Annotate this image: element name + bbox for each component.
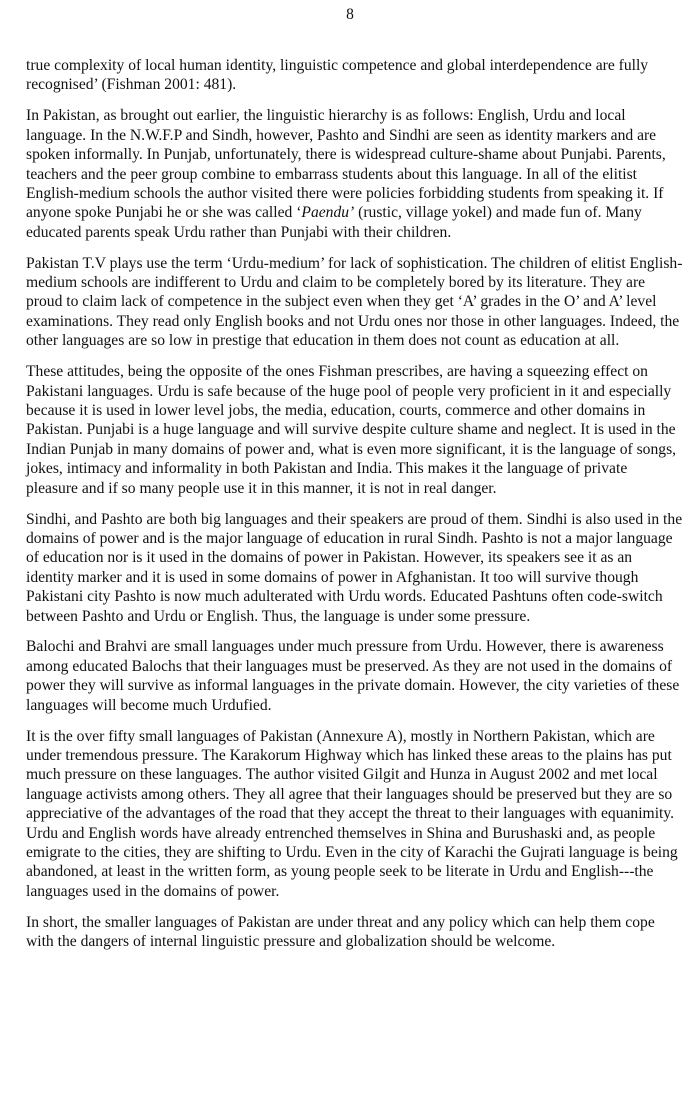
paragraph-7: It is the over fifty small languages of Pakistan (Annexure A), mostly in Northern Pakistan, which are under tremendous pressure. The Karakorum Highway which has linked these areas to the plains has put much pressure on these languages. The author visited Gilgit and Hunza in August 2002 and met local language activists among others. They all agree that their languages should be preserved but they are so appreciative of the advantages of the road that they accept the threat to their languages with equanimity. Urdu and English words have already entrenched themselves in Shina and Burushaski and, as people emigrate to the cities, they are shifting to Urdu. Even in the city of Karachi the Gujrati language is being abandoned, at least in the written form, as young people seek to be literate in Urdu and English---the languages used in the domains of power. [26, 727, 678, 900]
paragraph-4: These attitudes, being the opposite of the ones Fishman prescribes, are having a squeezing effect on Pakistani languages. Urdu is safe because of the huge pool of people very proficient in it and especially because it is used in lower level jobs, the media, education, courts, commerce and other domains in Pakistan. Punjabi is a huge language and will survive despite culture shame and neglect. It is used in the Indian Punjab in many domains of power and, what is even more significant, it is the language of songs, jokes, intimacy and informality in both Pakistan and India. This makes it the language of private pleasure and if so many people use it in this manner, it is not in real danger. [26, 363, 677, 497]
page-number: 8 [346, 6, 354, 23]
paragraph-8: In short, the smaller languages of Pakistan are under threat and any policy which can help them cope with the dangers of internal linguistic pressure and globalization should be welcome. [26, 913, 655, 951]
paragraph-2 [26, 106, 683, 242]
paragraph-6: Balochi and Brahvi are small languages under much pressure from Urdu. However, there is awareness among educated Balochs that their languages must be preserved. As they are not used in the domains of power they will survive as informal languages in the private domain. However, the city varieties of these languages will become much Urdufied. [26, 638, 680, 714]
paragraph-5: Sindhi, and Pashto are both big languages and their speakers are proud of them. Sindhi is also used in the domains of power and is the major language of education in rural Sindh. Pashto is not a major language of education nor is it used in the domains of power in Pakistan. However, its speakers see it as an identity marker and it is used in some domains of power in Afghanistan. It too will survive though Pakistani city Pashto is now much adulterated with Urdu words. Educated Pashtuns often code-switch between Pashto and Urdu or English. Thus, the language is under some pressure. [26, 510, 683, 625]
paragraph-1: true complexity of local human identity, linguistic competence and global interdependence are fully recognised’ (Fishman 2001: 481). [26, 57, 649, 94]
paragraph-2-text-before: In Pakistan, as brought out earlier, the linguistic hierarchy is as follows: English, Urdu and local language. In the N.W.F.P and Sindh, however, Pashto and Sindhi are seen as identity markers and are spoken informally. In Punjab, unfortunately, there is widespread culture-shame about Punjabi. Parents, teachers and the peer group combine to embarrass students about this language. In all of the elitist English-medium schools the author visited there were policies forbidding students from speaking it. If anyone spoke Punjabi he or she was called ‘ [26, 107, 666, 222]
body-text [26, 56, 683, 963]
paragraph-2-text-after: (rustic, village yokel) and made fun of. Many educated parents speak Urdu rather than Punjabi with their children. [26, 204, 642, 241]
paragraph-2-italic-term: Paendu’ [301, 204, 355, 222]
paragraph-3: Pakistan T.V plays use the term ‘Urdu-medium’ for lack of sophistication. The children of elitist English-medium schools are indifferent to Urdu and claim to be completely bored by its literature. They are proud to claim lack of competence in the subject even when they get ‘A’ grades in the O’ and A’ level examinations. They read only English books and not Urdu ones nor those in other languages. Indeed, the other languages are so low in prestige that education in them does not count as education at all. [26, 254, 683, 350]
